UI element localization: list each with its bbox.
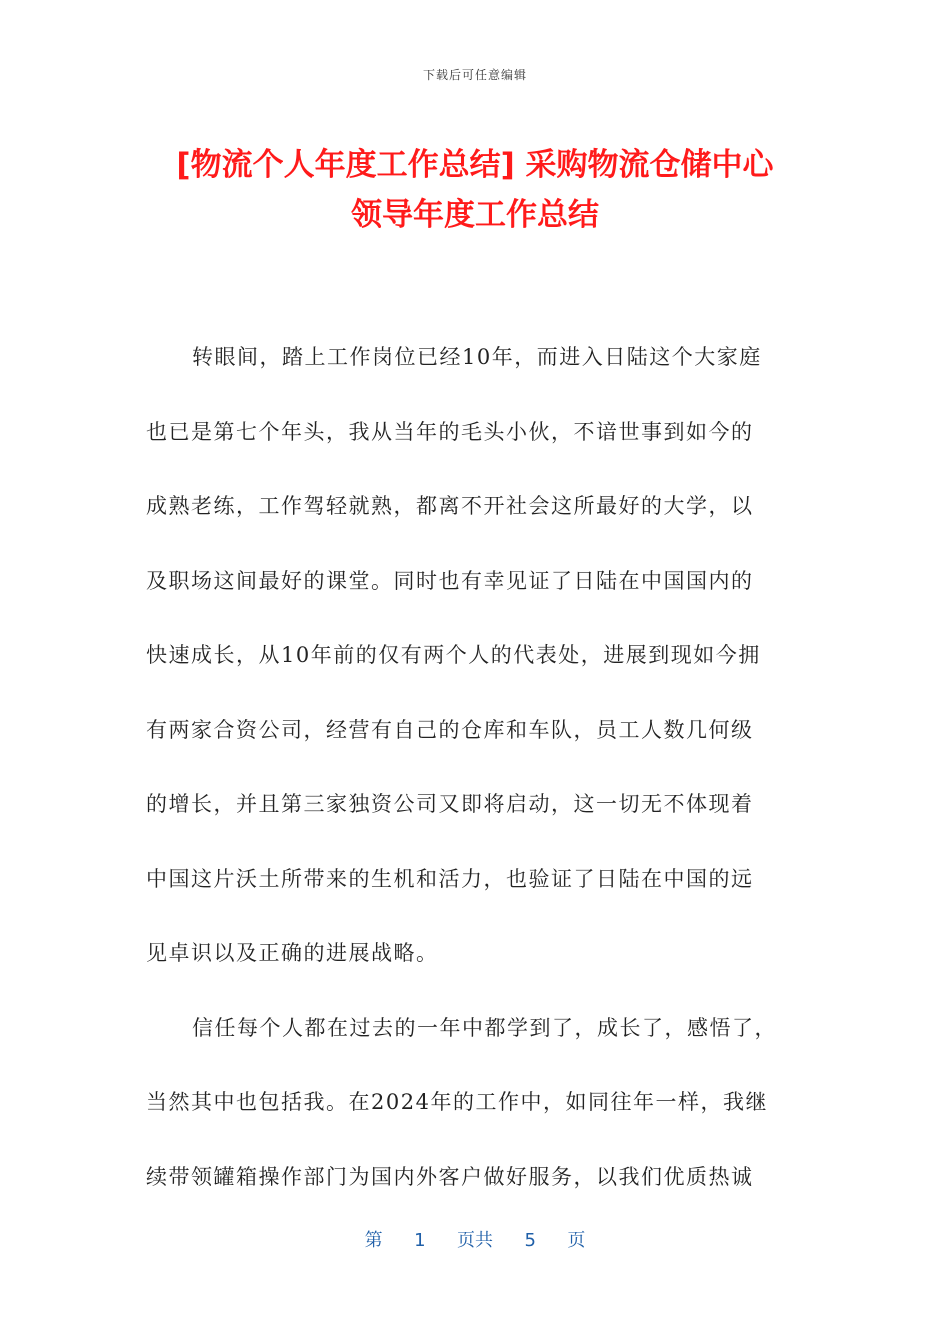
header-note: 下载后可任意编辑 [422,68,527,82]
paragraph-line: 中国这片沃土所带来的生机和活力，也验证了日陆在中国的远 [146,866,754,891]
paragraph-line: 有两家合资公司，经营有自己的仓库和车队，员工人数几何级 [146,717,754,742]
document-title [120,140,830,240]
footer-label-of: 页共 [457,1230,493,1251]
page-footer [0,1226,950,1252]
paragraph-1 [146,320,806,991]
paragraph-line: 及职场这间最好的课堂。同时也有幸见证了日陆在中国国内的 [146,568,754,593]
current-page-number: 1 [414,1230,426,1251]
paragraph-line: 转眼间，踏上工作岗位已经10年，而进入日陆这个大家庭 [192,345,762,369]
paragraph-line: 见卓识以及正确的进展战略。 [146,941,439,965]
document-body [146,320,806,1214]
title-line-2: 领导年度工作总结 [351,197,599,233]
title-line-1: [物流个人年度工作总结] 采购物流仓储中心 [176,147,774,183]
paragraph-line: 当然其中也包括我。在2024年的工作中，如同往年一样，我继 [146,1090,768,1114]
paragraph-line: 信任每个人都在过去的一年中都学到了，成长了，感悟了， [192,1015,777,1040]
paragraph-line: 也已是第七个年头，我从当年的毛头小伙，不谙世事到如今的 [146,419,754,444]
paragraph-line: 的增长，并且第三家独资公司又即将启动，这一切无不体现着 [146,792,754,816]
total-pages-number: 5 [524,1230,536,1251]
paragraph-line: 快速成长，从10年前的仅有两个人的代表处，进展到现如今拥 [146,643,761,667]
paragraph-line: 续带领罐箱操作部门为国内外客户做好服务，以我们优质热诚 [146,1164,754,1189]
footer-label-page: 第 [364,1230,383,1251]
paragraph-line: 成熟老练，工作驾轻就熟，都离不开社会这所最好的大学，以 [146,494,754,518]
paragraph-2 [146,991,806,1215]
footer-label-pages: 页 [567,1230,586,1251]
